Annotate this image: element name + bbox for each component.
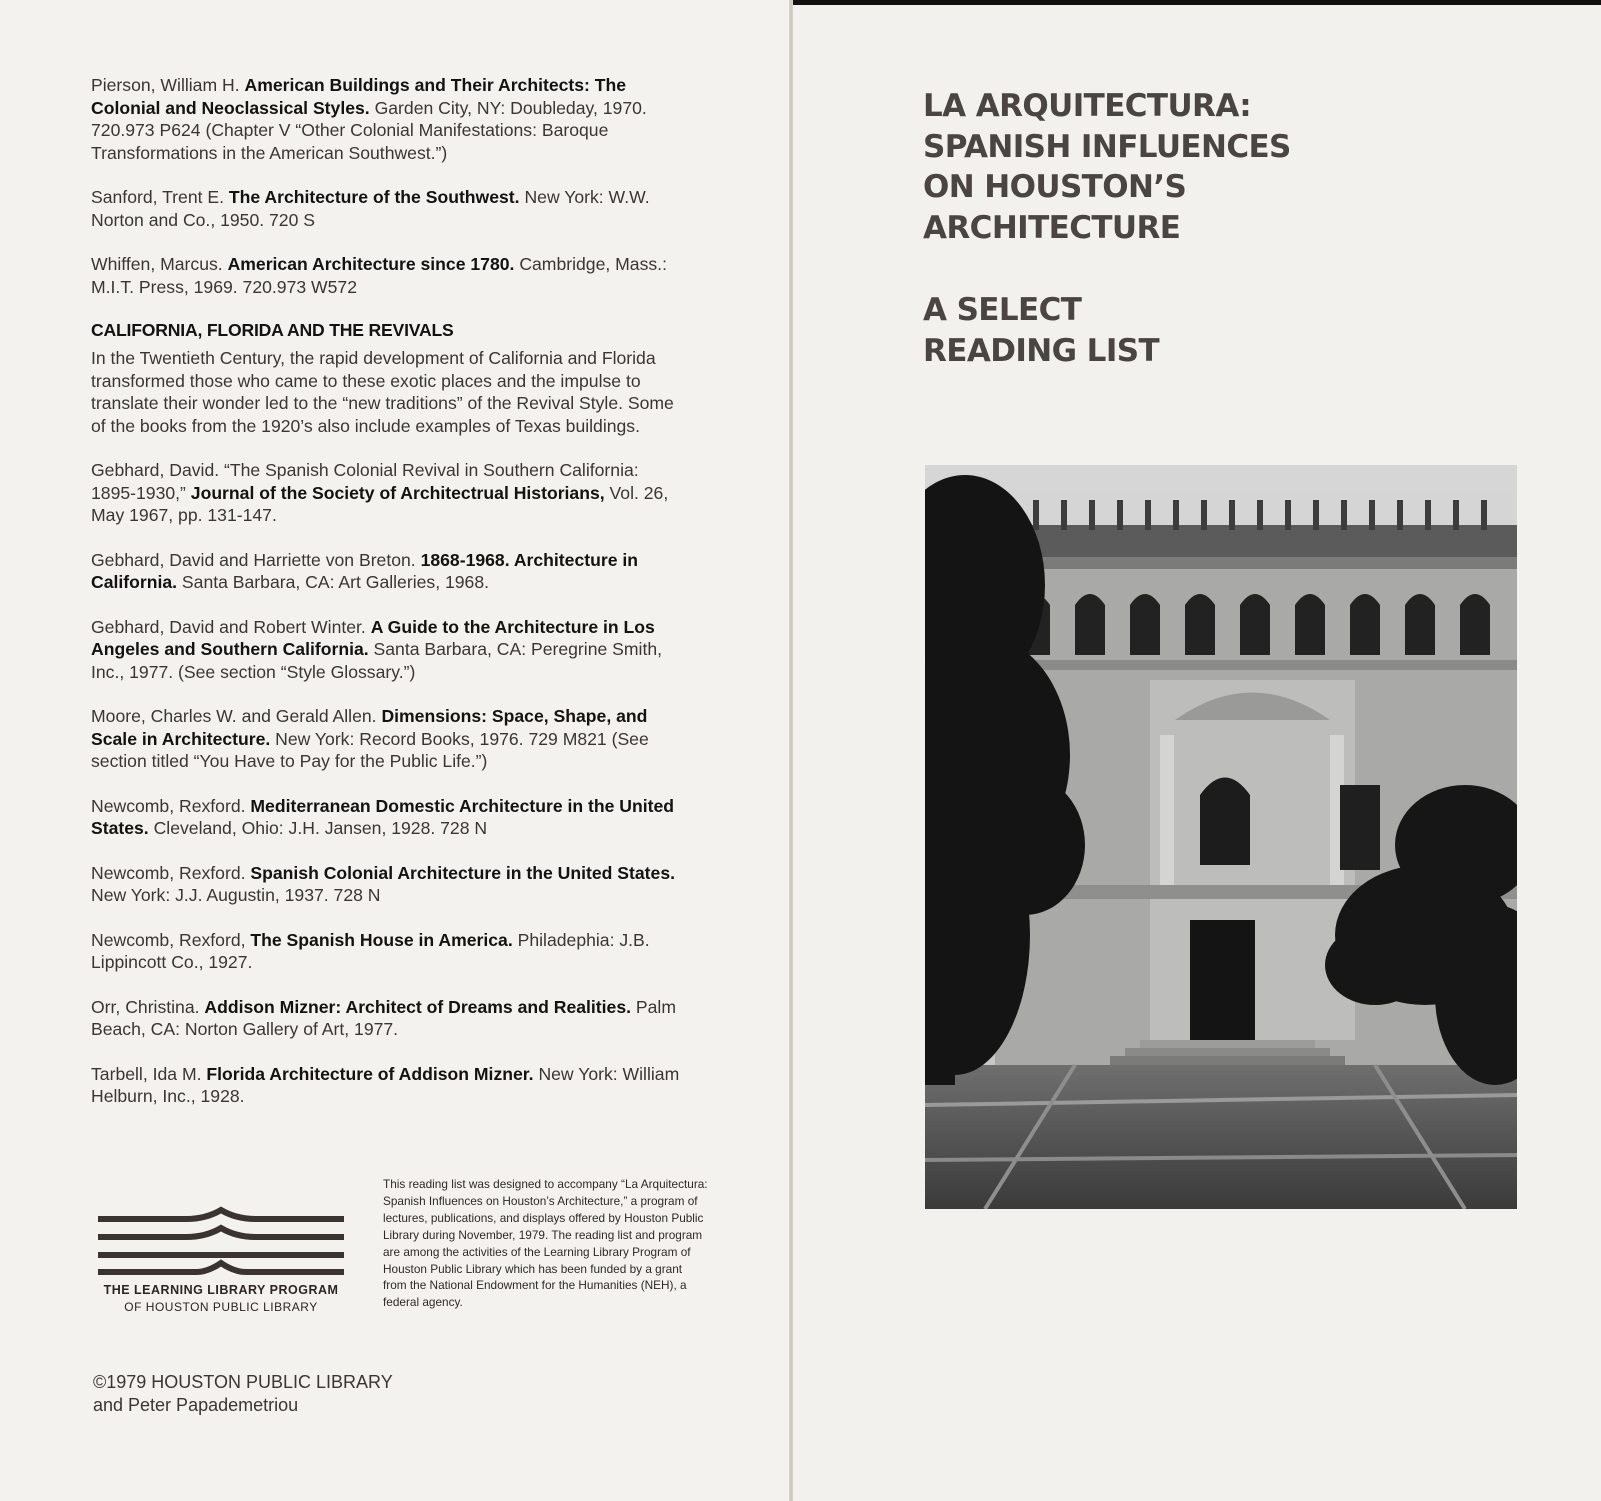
section-intro: In the Twentieth Century, the rapid development of California and Florida transformed those who came to these exotic places and the impulse to translate their wonder led to the “new traditions” of the Revival Style. Some of the books from the 1920’s also include examples of Texas buildings. xyxy=(91,348,674,436)
cover-subtitle xyxy=(923,290,1383,371)
program-note: This reading list was designed to accompany “La Arquitectura: Spanish Influences on Houston’s Architecture,” a program of lectures, publications, and displays offered by Houston Public Library during November, 1979. The reading list and program are among the activities of the Learning Library Program of Houston Public Library which has been funded by a grant from the National Endowment for the Humanities (NEH), a federal agency. xyxy=(383,1177,708,1310)
section-heading: CALIFORNIA, FLORIDA AND THE REVIVALS xyxy=(91,320,454,340)
entry-newcomb-2: Newcomb, Rexford. Spanish Colonial Architecture in the United States. New York: J.J. Augustin, 1937. 728 N xyxy=(91,862,675,905)
cover-title-line-3: ON HOUSTON’S xyxy=(923,169,1187,205)
copyright-line-2: and Peter Papademetriou xyxy=(93,1395,299,1415)
entry-moore: Moore, Charles W. and Gerald Allen. Dimensions: Space, Shape, and Scale in Architecture. New York: Record Books, 1976. 729 M821 (See section titled “You Have to Pay for the Public Life.”) xyxy=(91,706,649,771)
cover-subtitle-line-2: READING LIST xyxy=(923,332,1160,369)
entry-gebhard-3: Gebhard, David and Robert Winter. A Guide to the Architecture in Los Angeles and Southern California. Santa Barbara, CA: Peregrine Smith, Inc., 1977. (See section “Style Glossary.”) xyxy=(91,616,663,682)
entry-newcomb-1: Newcomb, Rexford. Mediterranean Domestic Architecture in the United States. Cleveland, Ohio: J.H. Jansen, 1928. 728 N xyxy=(91,795,675,838)
top-edge xyxy=(793,0,1601,5)
entry-whiffen: Whiffen, Marcus. American Architecture since 1780. Cambridge, Mass.: M.I.T. Press, 1969. 720.973 W572 xyxy=(91,254,667,297)
entry-gebhard-2: Gebhard, David and Harriette von Breton. 1868-1968. Architecture in California. Santa Barbara, CA: Art Galleries, 1968. xyxy=(91,549,638,592)
cover-title-line-4: ARCHITECTURE xyxy=(923,209,1181,246)
entry-pierson: Pierson, William H. American Buildings and Their Architects: The Colonial and Neoclassical Styles. Garden City, NY: Doubleday, 1970. 720.973 P624 (Chapter V “Other Colonial Manifestations: Baroque Transformations in the American Southwest.”) xyxy=(91,75,647,163)
cover-title xyxy=(923,86,1383,248)
building-photo xyxy=(925,465,1517,1209)
cover-subtitle-line-1: A SELECT xyxy=(923,292,1082,328)
logo-line-2: OF HOUSTON PUBLIC LIBRARY xyxy=(124,1300,318,1314)
copyright-line-1: ©1979 HOUSTON PUBLIC LIBRARY xyxy=(93,1372,393,1392)
entry-orr: Orr, Christina. Addison Mizner: Architect of Dreams and Realities. Palm Beach, CA: Norton Gallery of Art, 1977. xyxy=(91,996,676,1039)
entry-gebhard-1: Gebhard, David. “The Spanish Colonial Revival in Southern California: 1895-1930,” Journal of the Society of Architectrual Historians, Vol. 26, May 1967, pp. 131-147. xyxy=(91,460,669,525)
left-page xyxy=(0,0,790,1501)
cover-title-line-1: LA ARQUITECTURA: xyxy=(923,88,1252,124)
learning-library-logo xyxy=(96,1205,346,1320)
entry-sanford: Sanford, Trent E. The Architecture of the Southwest. New York: W.W. Norton and Co., 1950. 720 S xyxy=(91,187,650,230)
logo-line-1: THE LEARNING LIBRARY PROGRAM xyxy=(103,1283,339,1297)
entry-tarbell: Tarbell, Ida M. Florida Architecture of Addison Mizner. New York: William Helburn, Inc., 1928. xyxy=(91,1063,680,1106)
open-book-logo-icon xyxy=(96,1205,346,1280)
copyright xyxy=(93,1371,493,1417)
bibliography xyxy=(91,74,681,1130)
cover-title-line-2: SPANISH INFLUENCES xyxy=(923,128,1291,165)
entry-newcomb-3: Newcomb, Rexford, The Spanish House in America. Philadephia: J.B. Lippincott Co., 1927. xyxy=(91,929,650,972)
